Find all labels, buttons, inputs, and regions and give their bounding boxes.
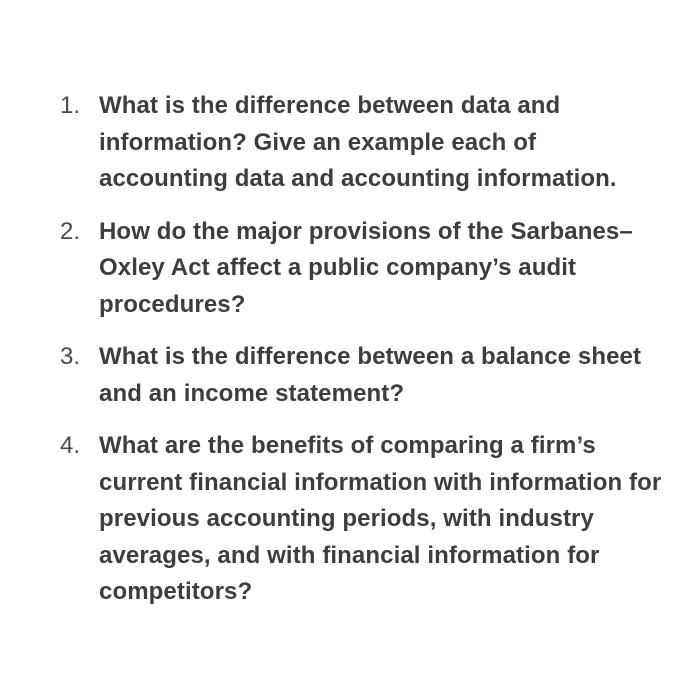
question-text: What is the difference between data and information? Give an example each of accounting data and accounting information.	[99, 92, 617, 192]
question-item-4	[52, 428, 662, 611]
question-item-1	[52, 88, 662, 198]
question-text: What are the benefits of comparing a firm’s current financial information with information for previous accounting periods, with industry averages, and with financial information for competitors?	[99, 432, 662, 605]
question-number: 2.	[60, 217, 81, 245]
question-text: How do the major provisions of the Sarbanes–Oxley Act affect a public company’s audit procedures?	[99, 217, 633, 318]
question-item-3	[52, 339, 662, 412]
question-number: 3.	[60, 343, 81, 370]
question-item-2	[52, 214, 662, 324]
question-number: 1.	[60, 92, 81, 119]
question-list	[52, 88, 662, 627]
question-number: 4.	[60, 432, 81, 459]
question-text: What is the difference between a balance sheet and an income statement?	[99, 343, 642, 407]
